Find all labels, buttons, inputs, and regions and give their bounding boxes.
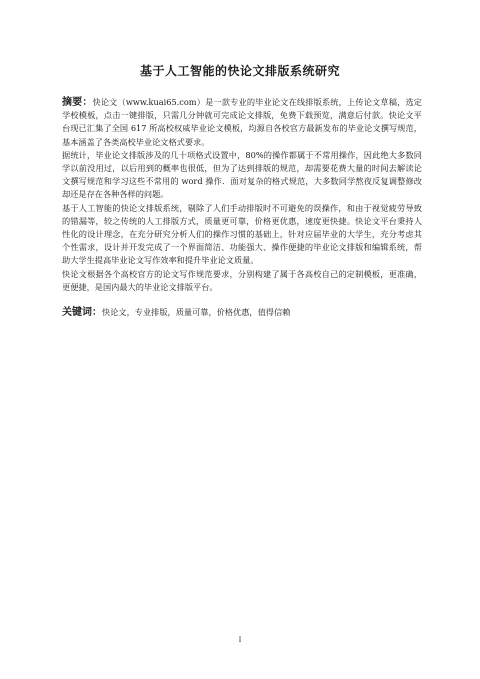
abstract-paragraph-2: 据统计，毕业论文排版涉及的几十项格式设置中，80%的操作都属于不常用操作，因此绝大多数同学以前没用过，以后用到的概率也很低，但为了达到排版的规范，却需要花费大量的时间去解读论文撰写规范和学习这些不常用的 word 操作．面对复杂的格式规范，大多数同学熬夜反复调整修改却还是存在各种各样的问题。 bbox=[62, 149, 422, 200]
keywords-text: 快论文，专业排版，质量可靠，价格优惠，值得信赖 bbox=[102, 307, 291, 318]
abstract-paragraph-1 bbox=[62, 96, 422, 149]
keywords-line bbox=[62, 306, 422, 319]
page-title: 基于人工智能的快论文排版系统研究 bbox=[139, 64, 340, 78]
abstract-section bbox=[62, 96, 422, 319]
abstract-label: 摘要： bbox=[62, 97, 93, 108]
keywords-label: 关键词： bbox=[62, 307, 102, 319]
page-number: I bbox=[238, 636, 242, 644]
abstract-paragraph-4: 快论文根据各个高校官方的论文写作规范要求，分别构建了属于各高校自己的定制模板，更准确，更便捷，是国内最大的毕业论文排版平台。 bbox=[62, 268, 422, 292]
abstract-paragraph-3: 基于人工智能的快论文排版系统，剔除了人们手动排版时不可避免的误操作，和由于视觉疲劳导致的错漏等，较之传统的人工排版方式，质量更可靠，价格更优惠，速度更快捷。快论文平台秉持人性化的设计理念，在充分研究分析人们的操作习惯的基础上，针对应届毕业的大学生，充分考虑其个性需求，设计并开发完成了一个界面简洁、功能强大、操作便捷的毕业论文排版和编辑系统，帮助大学生提高毕业论文写作效率和提升毕业论文质量。 bbox=[62, 202, 422, 266]
abstract-text-1: 快论文（www.kuai65.com）是一款专业的毕业论文在线排版系统，上传论文草稿，选定学校模板，点击一键排版，只需几分钟就可完成论文排版，免费下载预览，满意后付款。快论文平台现已汇集了全国 617 所高校权威毕业论文模板，均源自各校官方最新发布的毕业论文撰写规范，基本涵盖了各类高校毕业论文格式要求。 bbox=[62, 97, 422, 147]
